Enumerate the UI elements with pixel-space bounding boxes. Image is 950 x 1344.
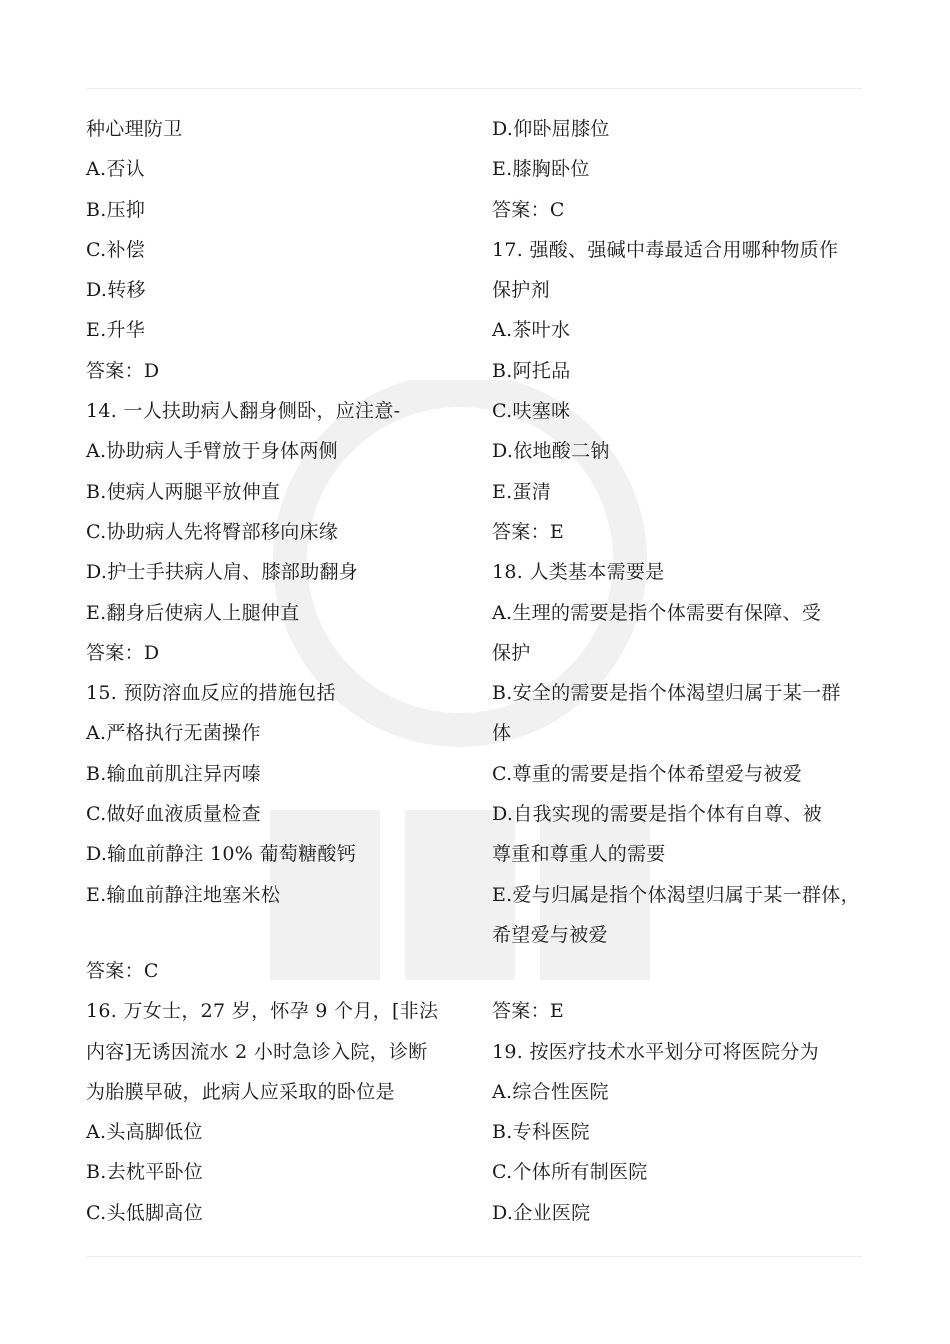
question-line: 15. 预防溶血反应的措施包括 xyxy=(86,682,336,705)
footer-rule xyxy=(86,1256,862,1257)
option-line: B.专科医院 xyxy=(492,1121,590,1144)
option-line: C.呋塞咪 xyxy=(492,400,571,423)
option-line: A.生理的需要是指个体需要有保障、受 xyxy=(492,601,822,624)
option-line: B.去枕平卧位 xyxy=(86,1161,204,1184)
option-line: 体 xyxy=(492,722,512,745)
option-line: E.翻身后使病人上腿伸直 xyxy=(86,601,300,624)
option-line: C.协助病人先将臀部移向床缘 xyxy=(86,520,339,543)
question-line: 19. 按医疗技术水平划分可将医院分为 xyxy=(492,1040,819,1063)
question-line: 17. 强酸、强碱中毒最适合用哪种物质作 xyxy=(492,238,839,261)
option-line: B.压抑 xyxy=(86,198,146,221)
option-line: D.输血前静注 10% 葡萄糖酸钙 xyxy=(86,843,357,866)
option-line: D.依地酸二钠 xyxy=(492,440,610,463)
right-column xyxy=(492,109,877,1233)
option-line: A.茶叶水 xyxy=(492,319,571,342)
option-line: 尊重和尊重人的需要 xyxy=(492,843,666,866)
option-line: B.使病人两腿平放伸直 xyxy=(86,480,281,503)
answer-line: 答案：C xyxy=(492,198,565,221)
option-line: C.做好血液质量检查 xyxy=(86,803,261,826)
option-line: C.尊重的需要是指个体希望爱与被爱 xyxy=(492,762,803,785)
text-line: 种心理防卫 xyxy=(86,118,183,140)
option-line: D.企业医院 xyxy=(492,1201,591,1224)
option-line: D.自我实现的需要是指个体有自尊、被 xyxy=(492,803,822,826)
question-line: 为胎膜早破，此病人应采取的卧位是 xyxy=(86,1080,395,1103)
option-line: A.协助病人手臂放于身体两侧 xyxy=(86,440,338,463)
answer-line: 答案：E xyxy=(492,520,565,543)
option-line: B.安全的需要是指个体渴望归属于某一群 xyxy=(492,682,841,705)
question-line: 内容]无诱因流水 2 小时急诊入院，诊断 xyxy=(86,1040,428,1063)
question-line: 16. 万女士，27 岁，怀孕 9 个月，[非法 xyxy=(86,1000,439,1023)
option-line: A.头高脚低位 xyxy=(86,1121,203,1144)
option-line: E.爱与归属是指个体渴望归属于某一群体， xyxy=(492,883,860,906)
option-line: A.严格执行无菌操作 xyxy=(86,722,261,745)
question-line: 保护剂 xyxy=(492,279,550,302)
option-line: C.个体所有制医院 xyxy=(492,1161,648,1184)
answer-line: 答案：E xyxy=(492,1000,565,1023)
option-line: D.转移 xyxy=(86,279,146,302)
option-line: C.头低脚高位 xyxy=(86,1201,204,1224)
left-column xyxy=(86,109,466,1233)
option-line: D.护士手扶病人肩、膝部助翻身 xyxy=(86,561,359,584)
spacer xyxy=(86,915,466,951)
option-line: A.综合性医院 xyxy=(492,1080,609,1103)
answer-line: 答案：D xyxy=(86,359,160,382)
question-line: 18. 人类基本需要是 xyxy=(492,561,665,584)
option-line: 保护 xyxy=(492,641,531,664)
option-line: E.膝胸卧位 xyxy=(492,158,590,181)
header-rule xyxy=(86,88,862,89)
option-line: A.否认 xyxy=(86,158,145,181)
option-line: E.输血前静注地塞米松 xyxy=(86,883,281,906)
option-line: B.阿托品 xyxy=(492,359,571,382)
option-line: E.蛋清 xyxy=(492,480,552,503)
question-line: 14. 一人扶助病人翻身侧卧，应注意- xyxy=(86,400,401,423)
option-line: 希望爱与被爱 xyxy=(492,923,608,946)
spacer xyxy=(492,955,877,991)
option-line: C.补偿 xyxy=(86,238,146,261)
option-line: B.输血前肌注异丙嗪 xyxy=(86,762,262,785)
option-line: E.升华 xyxy=(86,319,146,342)
answer-line: 答案：D xyxy=(86,641,160,664)
option-line: D.仰卧屈膝位 xyxy=(492,118,610,140)
answer-line: 答案：C xyxy=(86,959,159,982)
